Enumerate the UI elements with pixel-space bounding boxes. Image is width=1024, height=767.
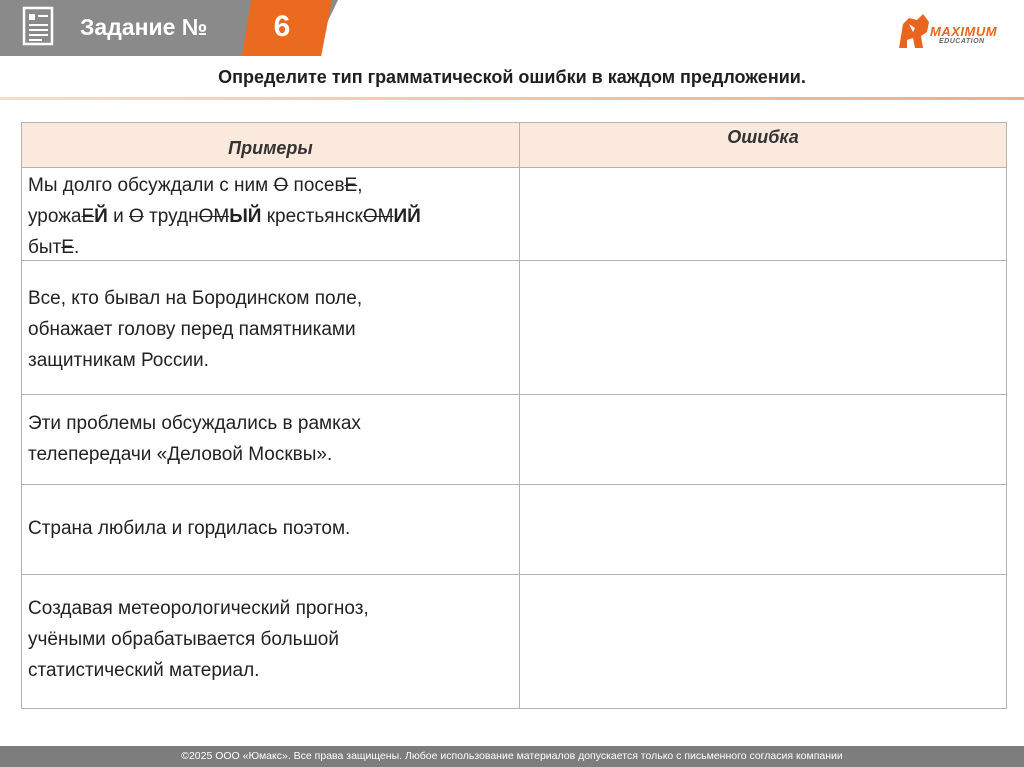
logo-name: MAXIMUM [930,24,998,39]
example-line: учёными обрабатывается большой [28,629,339,650]
text-segment: быт [28,237,62,258]
struck-letter: Е [81,206,95,227]
example-cell [22,168,520,260]
text-segment: , [357,175,363,196]
document-icon [18,6,60,48]
error-answer-cell[interactable] [520,485,1006,574]
examples-table [21,122,1007,709]
example-line [28,201,513,232]
example-line: Эти проблемы обсуждались в рамках [28,413,361,434]
table-row [22,261,1006,395]
example-cell [22,261,520,394]
table-row [22,168,1006,261]
example-line: обнажает голову перед памятниками [28,319,356,340]
struck-letter: Е [61,237,74,258]
instruction: Определите тип грамматической ошибки в каждом предложении. [218,67,806,87]
text-segment: и [107,206,129,227]
task-title: Задание № [80,14,208,40]
error-answer-cell[interactable] [520,168,1006,260]
struck-letter: ОМ [198,206,230,227]
struck-letter: О [273,175,289,196]
example-line [28,170,513,201]
header-cell-examples: Примеры [22,123,520,167]
header-cell-error: Ошибка [520,123,1006,167]
example-line: Создавая метеорологический прогноз, [28,598,369,619]
error-answer-cell[interactable] [520,395,1006,484]
example-cell [22,485,520,574]
example-line: Страна любила и гордилась поэтом. [28,518,351,539]
example-line [28,232,513,263]
text-segment: . [73,237,80,258]
table-row [22,395,1006,485]
table-row [22,575,1006,708]
error-answer-cell[interactable] [520,261,1006,394]
task-number: 6 [273,10,291,43]
struck-letter: Е [344,175,358,196]
example-line: защитникам России. [28,350,209,371]
text-segment: крестьянск [261,206,363,227]
table-header-row [22,123,1006,168]
example-cell [22,575,520,708]
example-line: Все, кто бывал на Бородинском поле, [28,288,363,309]
text-segment: Мы долго обсуждали с ним [28,175,274,196]
text-segment: посев [288,175,345,196]
logo-subtitle: EDUCATION [939,38,985,45]
error-answer-cell[interactable] [520,575,1006,708]
struck-letter: ОМ [362,206,394,227]
corrected-letter: Й [94,206,108,227]
example-line: телепередачи «Деловой Москвы». [28,444,333,465]
example-cell [22,395,520,484]
example-line: статистический материал. [28,660,260,681]
text-segment: урожа [28,206,82,227]
table-row [22,485,1006,575]
text-segment: трудн [143,206,199,227]
corrected-letter: ИЙ [393,206,421,227]
struck-letter: О [129,206,144,227]
copyright-footer: ©2025 ООО «Юмакс». Все права защищены. Любое использование материалов допускается только с письменного согласия компании [0,746,1024,767]
corrected-letter: ЫЙ [229,206,262,227]
header-divider [0,97,1024,100]
